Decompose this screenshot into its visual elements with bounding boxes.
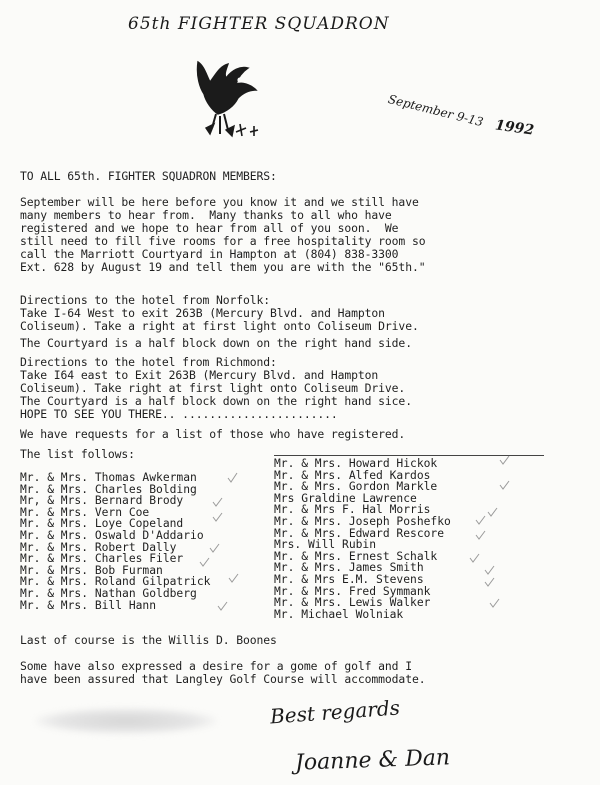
text-line: many members to hear from. Many thanks to all who have [20,208,392,222]
list-item: Mr. & Mrs. Roland Gilpatrick [20,575,211,589]
list-item: Mr. & Mrs. Howard Hickok [274,457,438,470]
list-item: Mr. & Mrs F. Hal Morris [274,503,431,517]
directions-norfolk [20,294,580,350]
list-item: Mrs. Will Rubin [274,538,377,552]
directions-richmond [20,356,580,408]
guest-list-right [274,455,544,620]
list-item: Mr. & Mrs. Charles Filer [20,552,184,566]
list-item: Mr. & Mrs. Nathan Goldberg [20,586,197,600]
salutation: TO ALL 65th. FIGHTER SQUADRON MEMBERS: [20,169,277,183]
list-item: Mr. & Mrs. Vern Coe [20,505,150,519]
text-line: Some have also expressed a desire for a gome of golf and I [20,659,412,673]
year-handwritten: 1992 [494,117,535,139]
text-line: Coliseum). Take a right at first light onto Coliseum Drive. [20,319,419,333]
text-line: call the Marriott Courtyard in Hampton at (804) 838-3300 [20,247,399,261]
list-item: Mrs Graldine Lawrence [274,491,417,505]
text-line: The Courtyard is a half block down on the right hand sice. [20,394,412,408]
signature-handwritten: Joanne & Dan [294,745,451,776]
text-line: Take I64 east to Exit 263B (Mercury Blvd. and Hampton [20,368,379,382]
list-item: Mr. & Mrs E.M. Stevens [274,572,424,586]
text-line: Ext. 628 by August 19 and tell them you are with the "65th." [20,260,426,274]
squadron-emblem-icon [176,44,276,144]
list-item: Mr. & Mrs. Bob Furman [20,563,163,577]
intro-paragraph [20,196,580,274]
text-line: Coliseum). Take right at first light onto Coliseum Drive. [20,381,406,395]
last-line: Last of course is the Willis D. Boones [20,633,277,647]
list-item: Mr. & Mrs. James Smith [274,561,424,575]
date-handwritten: September 9-13 [386,92,485,130]
text-line: registered and we hope to hear from all of you soon. We [20,221,399,235]
squadron-title: 65th FIGHTER SQUADRON [128,14,390,34]
list-item: Mr. & Mrs. Alfed Kardos [274,468,431,482]
text-line: still need to fill five rooms for a free hospitality room so [20,234,426,248]
list-item: Mr. & Mrs. Joseph Poshefko [274,514,451,528]
list-item: Mr. & Mrs. Robert Dally [20,540,177,554]
text-line: have been assured that Langley Golf Course will accommodate. [20,672,426,686]
text-line: Take I-64 West to exit 263B (Mercury Blvd. and Hampton [20,306,385,320]
closing-handwritten: Best regards [269,695,401,729]
list-item: Mr. & Mrs. Lewis Walker [274,596,431,610]
text-line: The Courtyard is a half block down on the right hand side. [20,336,412,350]
list-item: Mr. & Mrs. Thomas Awkerman [20,471,197,484]
golf-paragraph [20,660,580,686]
list-item: Mr. & Mrs. Edward Rescore [274,526,445,540]
redacted-smudge [36,708,216,734]
list-item: Mr. & Mrs. Loye Copeland [20,517,184,531]
list-item: Mr. & Mrs. Oswald D'Addario [20,528,204,542]
list-item: Mr. & Mrs. Charles Bolding [20,482,197,496]
list-item: Mr. & Mrs. Gordon Markle [274,480,438,494]
list-item: Mr, & Mrs. Bernard Brody [20,494,184,508]
list-item: Mr. & Mrs. Ernest Schalk [274,549,438,563]
guest-list-left [20,472,290,611]
list-item: Mr. Michael Wolniak [274,607,404,621]
text-line: Directions to the hotel from Norfolk: [20,293,271,307]
list-item: Mr. & Mrs. Bill Hann [20,598,157,612]
requests-line: We have requests for a list of those who have registered. [20,427,406,441]
hope-line: HOPE TO SEE YOU THERE.. ....................... [20,407,338,421]
text-line: September will be here before you know it and we still have [20,195,419,209]
text-line: Directions to the hotel from Richmond: [20,355,277,369]
list-item: Mr. & Mrs. Fred Symmank [274,584,431,598]
list-intro: The list follows: [20,447,135,461]
